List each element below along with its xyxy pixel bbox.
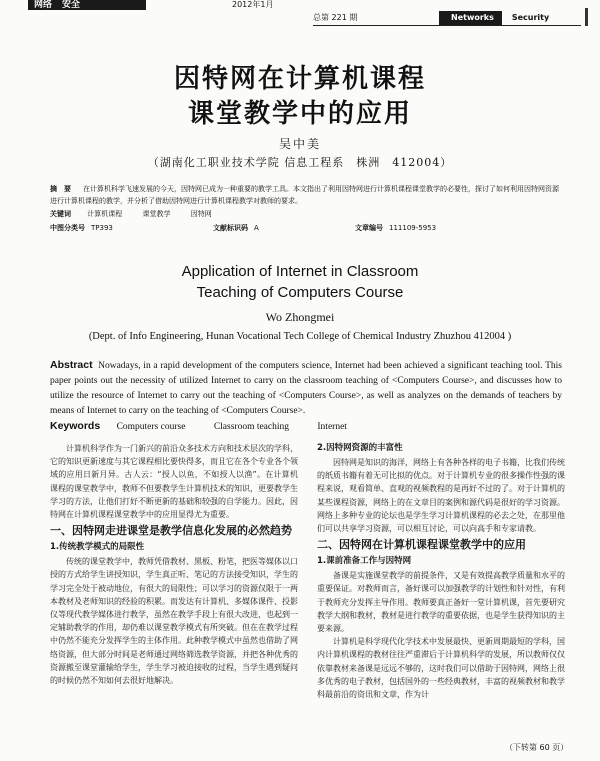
header-edge-mark [585,8,588,26]
english-keywords [50,420,373,432]
english-keyword: Computers course [116,422,186,432]
chinese-keyword: 计算机课程 [87,210,123,218]
section-networks-label: Networks [439,11,502,25]
article-number [355,223,436,233]
english-abstract-text: Nowadays, in a rapid development of the computers science, Internet had been achieved a significant teaching tool. This paper points out the necessity of utilized Internet to carry on the classroom teaching of <Computers Course>, and discusses how to utilize the resource of Internet to carry out the teaching of <Computers Course>, as well as analyzes on the demands of teachers by means of Internet to carry on the teaching of <Computers Course>. [50,361,563,416]
article-number-label: 文章编号 [355,224,383,232]
section-1-1-heading: 1.传统教学模式的局限性 [50,542,145,553]
journal-section-tab [28,0,146,10]
section-2-heading: 二、因特网在计算机课程课堂教学中的应用 [317,538,526,552]
clc-code [50,223,113,233]
chinese-affiliation: （湖南化工职业技术学院 信息工程系 株洲 412004） [147,156,453,169]
chinese-keywords-label: 关键词 [50,210,71,218]
body-column-right [317,442,565,701]
section-1-2-heading: 2.因特网资源的丰富性 [317,443,403,453]
article-number-value: 111109-5953 [389,224,437,232]
english-keywords-label: Keywords [50,420,101,432]
doc-code-value: A [254,224,259,232]
journal-section-label-1: 网络 [34,0,53,10]
chinese-keyword: 课堂教学 [142,210,171,218]
body-column-left [50,442,298,687]
chinese-keyword: 因特网 [190,210,212,218]
chinese-author: 吴中美 [278,137,321,151]
section-2-1-heading: 1.课前准备工作与因特网 [317,556,412,567]
clc-label: 中图分类号 [50,224,85,232]
english-author: Wo Zhongmei [265,310,335,324]
english-affiliation: (Dept. of Info Engineering, Hunan Vocational Tech College of Chemical Industry Zhuzhou 412004 ) [88,331,512,342]
english-abstract [50,358,562,419]
intro-paragraph: 计算机科学作为一门新兴的前沿众多技术方向和技术层次的学科，它的知识更新速度与其它课程相比要快得多，而且它在各个专业各个领域的应用日新月异。古人云：“授人以鱼，不如授人以渔”。在计算机课程的课堂教学中，教师不但要教学生计算机技术的知识，更要教学生学习的方法，让他们打好不断更新的基础和较强的自学能力。因此，因特网在计算机课程课堂教学中的应用显得尤为重要。 [50,444,298,520]
chinese-title-line-1: 因特网在计算机课程 [173,64,426,94]
section-1-1-paragraph: 传统的课堂教学中，教师凭借教材、黑板、粉笔，把医等媒体以口授的方式给学生讲授知识，学生真正听、笔记的方法接受知识，学生的学习完全处于被动地位，有很大的局限性；可以学习的资源仅限于一两本教材及老师知识的经验的积累。而发达有计算机、多媒体课件、投影仪等现代教学媒体进行教学，虽然在教学手段上有很大改进，也起到一定辅助教学的作用，却仍难以课堂教学模式有所突破。但在在教学过程中仍然不能充分发挥学生的主体作用。此种教学模式中虽然也借助了网络资源，但大部分时间是老师通过网络筛选教学资源，并把各种优秀的资源搬至课堂灌输给学生，学生学习被迫接收的过程，当学生遇到疑问的时候仍然不知如何去很好地解决。 [50,557,298,686]
english-keyword: Classroom teaching [213,422,290,432]
chinese-abstract-label: 摘 要 [50,185,71,193]
doc-code-label: 文献标识码 [213,224,248,232]
continued-note: （下转第 60 页） [505,743,569,752]
clc-value: TP393 [91,224,113,232]
journal-section-label-2: 安全 [62,0,81,10]
chinese-abstract-text: 在计算机科学飞速发展的今天，因特网已成为一种重要的教学工具。本文指出了利用因特网进行计算机课程课堂教学的必要性，探讨了如何利用因特网资源进行计算机课程的教学，并分析了借助因特网进行计算机课程教学对教师的要求。 [50,185,559,205]
section-2-1-paragraph-2: 计算机是科学现代化学技术中发展最快、更新周期最短的学科，国内计算机课程的教材往往严重滞后于计算机科学的发展，所以教师仅仅依靠教材来备课是远远不够的，这时我们可以借助于因特网，网络上很多优秀的电子教材，包括国外的一些经典教材，丰富的视频教材和教学科最前沿的资讯和文章，作为计 [317,637,565,700]
chinese-abstract [50,183,560,207]
section-security-label: Security [511,13,550,22]
chinese-keywords [50,209,230,219]
section-2-1-paragraph: 备课是实施课堂教学的前提条件，又是有效提高教学质量和水平的重要保证。对教师而言，备好课可以加强教学的计划性和针对性，有利于教师充分发挥主导作用。教师要真正备好一堂计算机课，首先要研究教学大纲和教材，教材是进行教学的重要依据，也是学生获得知识的主要来源。 [317,571,565,634]
chinese-title-line-2: 课堂教学中的应用 [187,99,412,129]
english-title [0,261,600,303]
issue-number: 总第 221 期 [313,13,358,22]
english-title-line-1: Application of Internet in Classroom [181,263,419,280]
english-title-line-2: Teaching of Computers Course [196,284,404,301]
section-1-2-paragraph: 因特网是知识的海洋，网络上有各种各样的电子书籍，比我们传统的纸质书籍有着无可比拟的优点。对于计算机专业的很多操作性强的课程来说，观看简单、直观的视频教程的是再好不过的了。对于计算机的某些课程资源，网络上的在文章目的案例和源代码是很好的学习资源。网络上多种专业的论坛也是学生学习计算机课程的必去之处，在那里他们可以共享学习资源，可以相互讨论，可以向高手和专家请教。 [317,458,565,534]
issue-date: 2012年1月 [232,0,274,9]
english-keyword: Internet [317,422,347,432]
document-code [213,223,259,233]
section-banner [439,10,579,25]
header-rule [313,25,581,26]
english-abstract-label: Abstract [50,359,93,371]
section-1-heading: 一、因特网走进课堂是教学信息化发展的必然趋势 [50,524,292,538]
